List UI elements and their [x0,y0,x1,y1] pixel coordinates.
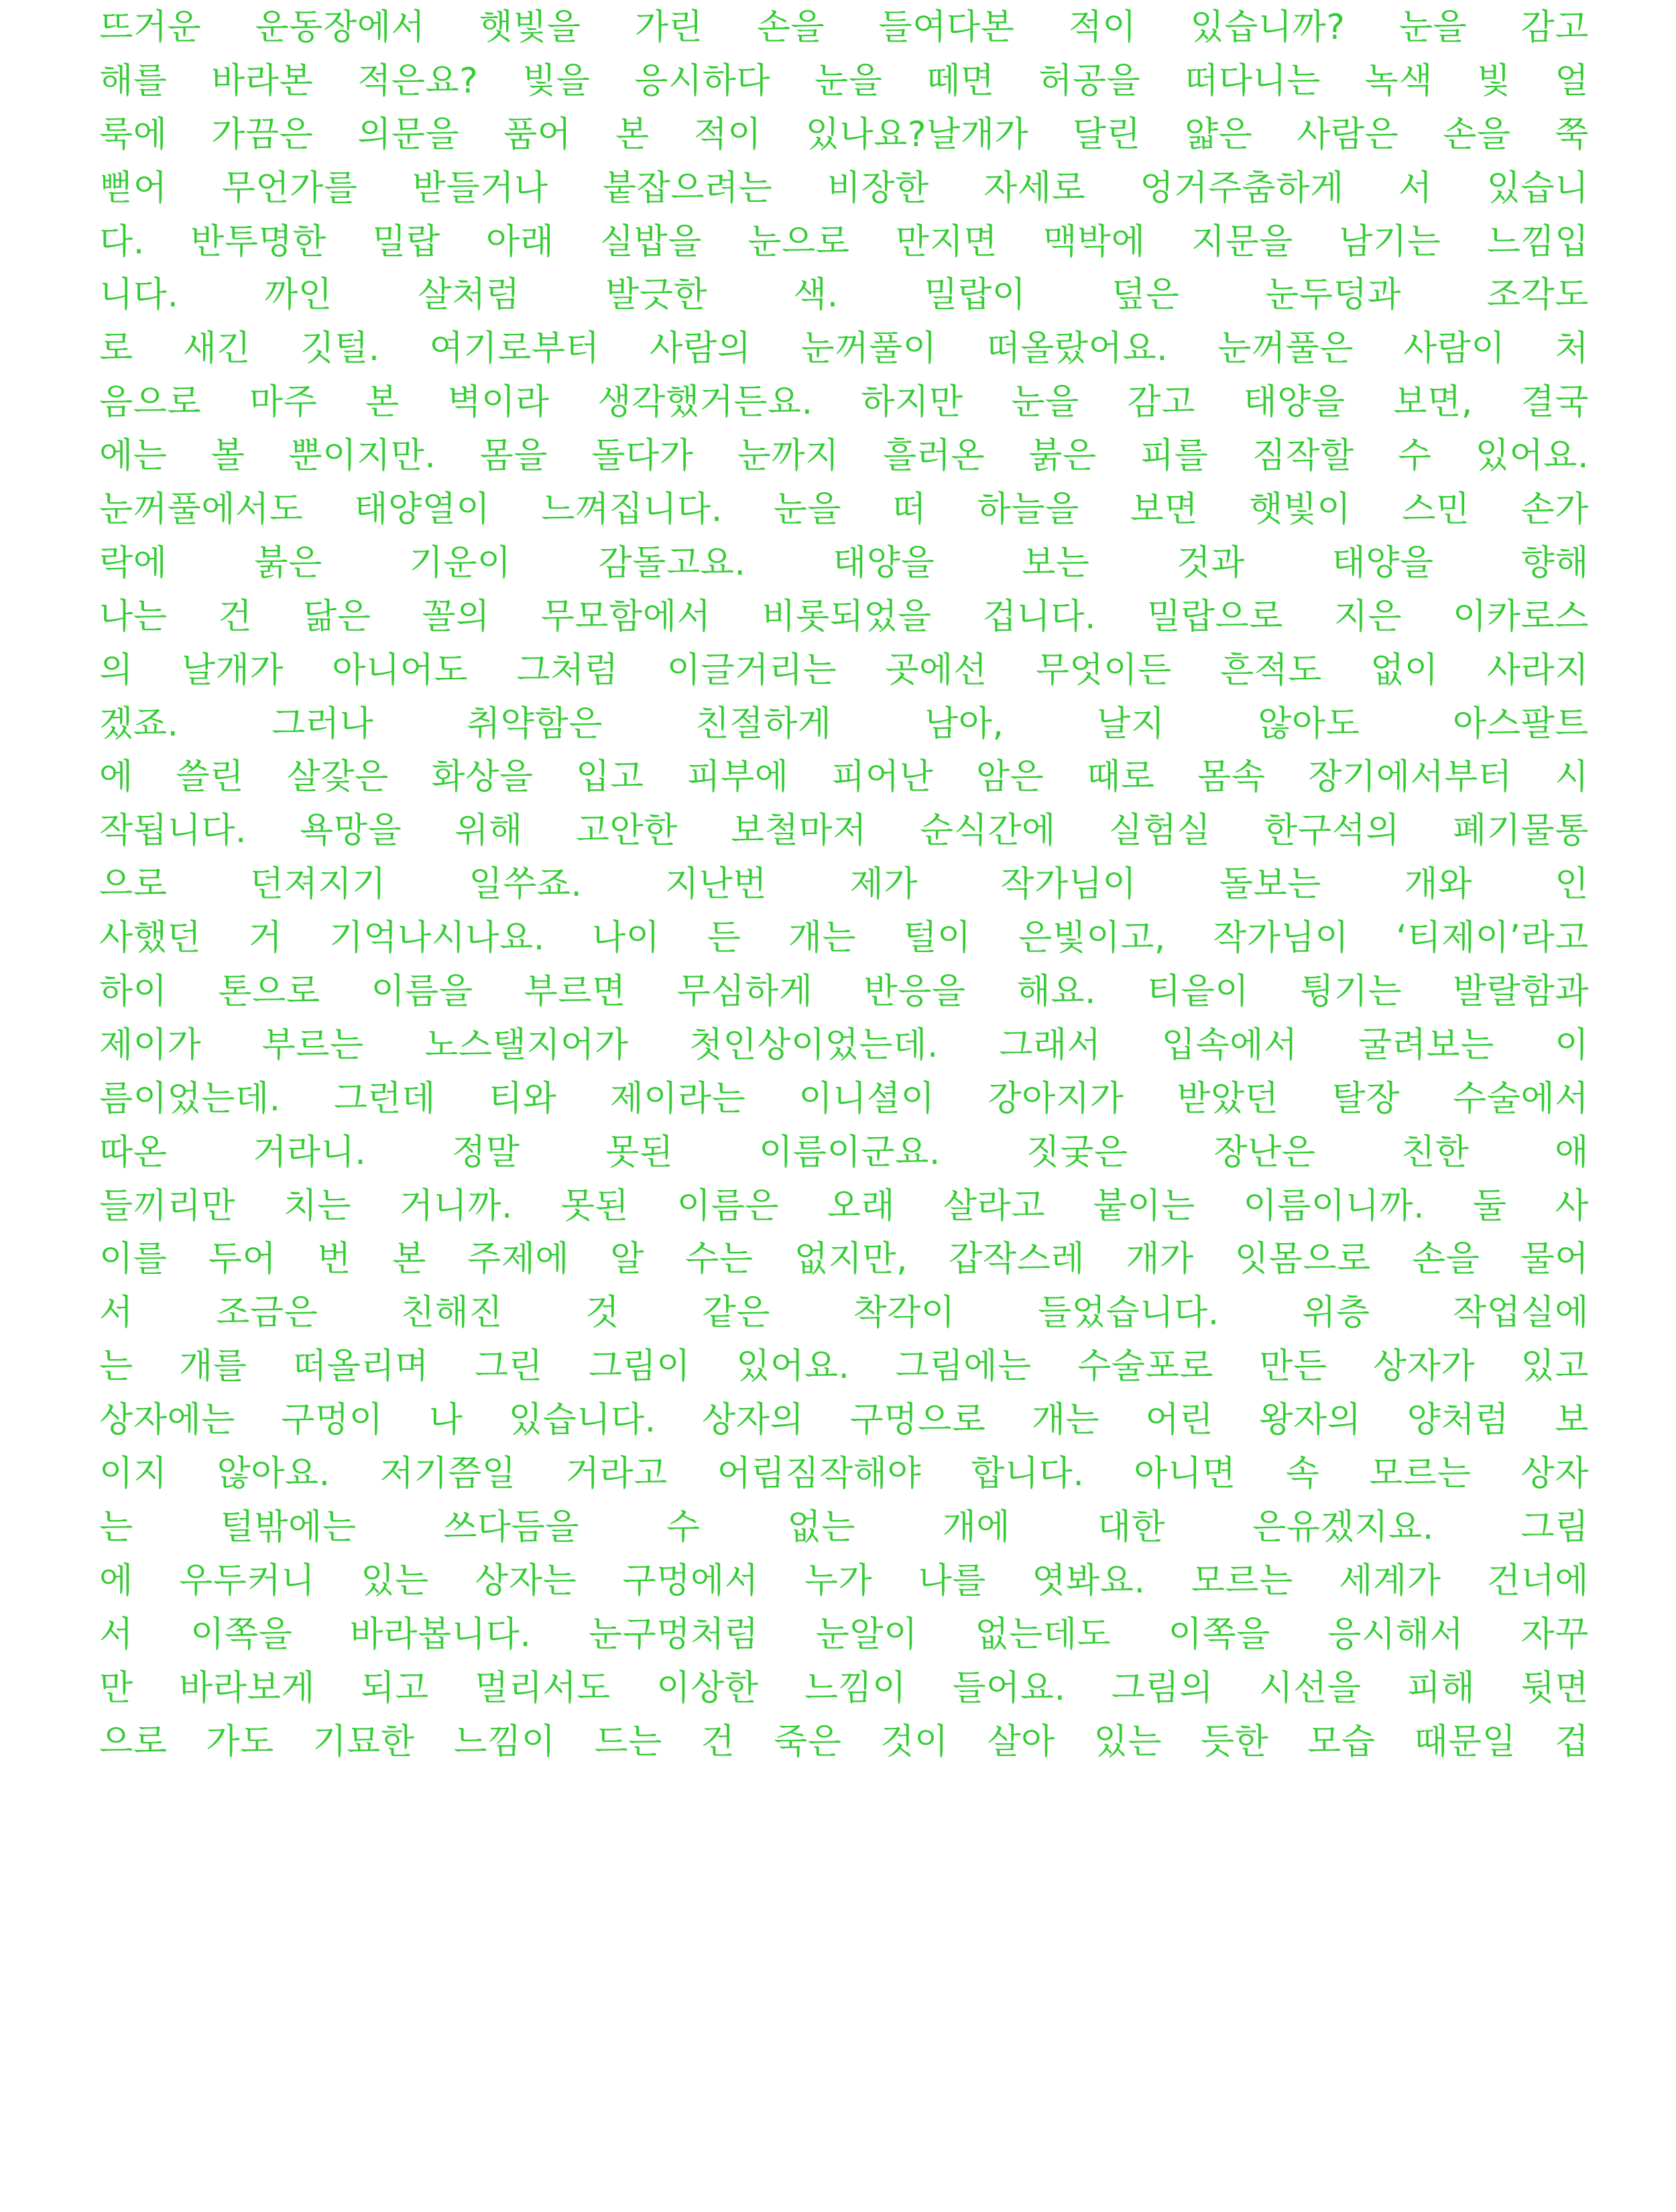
text-line: 락에 붉은 기운이 감돌고요. 태양을 보는 것과 태양을 향해 [99,542,1589,583]
text-line: 룩에 가끔은 의문을 품어 본 적이 있나요?날개가 달린 얇은 사람은 손을 쭉 [99,114,1589,155]
text-line: 으로 던져지기 일쑤죠. 지난번 제가 작가님이 돌보는 개와 인 [99,864,1589,905]
text-line: 만 바라보게 되고 멀리서도 이상한 느낌이 들어요. 그림의 시선을 피해 뒷면 [99,1668,1589,1708]
text-line: 상자에는 구멍이 나 있습니다. 상자의 구멍으로 개는 어린 왕자의 양처럼 보 [99,1400,1589,1441]
text-line: 뻗어 무언가를 받들거나 붙잡으려는 비장한 자세로 엉거주춤하게 서 있습니 [99,168,1589,209]
text-line: 하이 톤으로 이름을 부르면 무심하게 반응을 해요. 티읕이 튕기는 발랄함과 [99,972,1589,1012]
text-line: 에 우두커니 있는 상자는 구멍에서 누가 나를 엿봐요. 모르는 세계가 건너에 [99,1560,1589,1601]
text-line: 해를 바라본 적은요? 빛을 응시하다 눈을 떼면 허공을 떠다니는 녹색 빛 얼 [99,60,1589,101]
text-line: 으로 가도 기묘한 느낌이 드는 건 죽은 것이 살아 있는 듯한 모습 때문일 겁 [99,1721,1589,1762]
text-line: 따온 거라니. 정말 못된 이름이군요. 짓궂은 장난은 친한 애 [99,1132,1589,1173]
text-line: 들끼리만 치는 거니까. 못된 이름은 오래 살라고 붙이는 이름이니까. 둘 사 [99,1185,1589,1226]
text-line: 로 새긴 깃털. 여기로부터 사람의 눈꺼풀이 떠올랐어요. 눈꺼풀은 사람이 처 [99,329,1589,369]
text-line: 음으로 마주 본 벽이라 생각했거든요. 하지만 눈을 감고 태양을 보면, 결국 [99,382,1589,423]
text-line: 겠죠. 그러나 취약함은 친절하게 남아, 날지 않아도 아스팔트 [99,703,1589,744]
text-line: 제이가 부르는 노스탤지어가 첫인상이었는데. 그래서 입속에서 굴려보는 이 [99,1025,1589,1065]
text-line: 서 조금은 친해진 것 같은 착각이 들었습니다. 위층 작업실에 [99,1293,1589,1334]
text-line: 서 이쪽을 바라봅니다. 눈구멍처럼 눈알이 없는데도 이쪽을 응시해서 자꾸 [99,1614,1589,1655]
text-line: 사했던 거 기억나시나요. 나이 든 개는 털이 은빛이고, 작가님이 ‘티제이’라고 [99,918,1589,959]
text-line: 나는 건 닮은 꼴의 무모함에서 비롯되었을 겁니다. 밀랍으로 지은 이카로스 [99,596,1589,637]
text-line: 뜨거운 운동장에서 햇빛을 가린 손을 들여다본 적이 있습니까? 눈을 감고 [99,7,1589,48]
text-line: 름이었는데. 그런데 티와 제이라는 이니셜이 강아지가 받았던 탈장 수술에서 [99,1078,1589,1119]
body-text [99,1,1589,1769]
text-line: 이를 두어 번 본 주제에 알 수는 없지만, 갑작스레 개가 잇몸으로 손을 물어 [99,1239,1589,1280]
text-line: 니다. 까인 살처럼 발긋한 색. 밀랍이 덮은 눈두덩과 조각도 [99,275,1589,316]
text-line: 에는 볼 뿐이지만. 몸을 돌다가 눈까지 흘러온 붉은 피를 짐작할 수 있어요. [99,436,1589,477]
text-line: 다. 반투명한 밀랍 아래 실밥을 눈으로 만지면 맥박에 지문을 남기는 느낌입 [99,221,1589,262]
text-line: 에 쓸린 살갗은 화상을 입고 피부에 피어난 암은 때로 몸속 장기에서부터 시 [99,757,1589,798]
text-line: 이지 않아요. 저기쯤일 거라고 어림짐작해야 합니다. 아니면 속 모르는 상자 [99,1454,1589,1495]
text-line: 작됩니다. 욕망을 위해 고안한 보철마저 순식간에 실험실 한구석의 폐기물통 [99,811,1589,852]
text-line: 는 개를 떠올리며 그린 그림이 있어요. 그림에는 수술포로 만든 상자가 있고 [99,1346,1589,1387]
text-line: 의 날개가 아니어도 그처럼 이글거리는 곳에선 무엇이든 흔적도 없이 사라지 [99,650,1589,691]
text-line: 는 털밖에는 쓰다듬을 수 없는 개에 대한 은유겠지요. 그림 [99,1507,1589,1548]
text-line: 눈꺼풀에서도 태양열이 느껴집니다. 눈을 떠 하늘을 보면 햇빛이 스민 손가 [99,489,1589,530]
